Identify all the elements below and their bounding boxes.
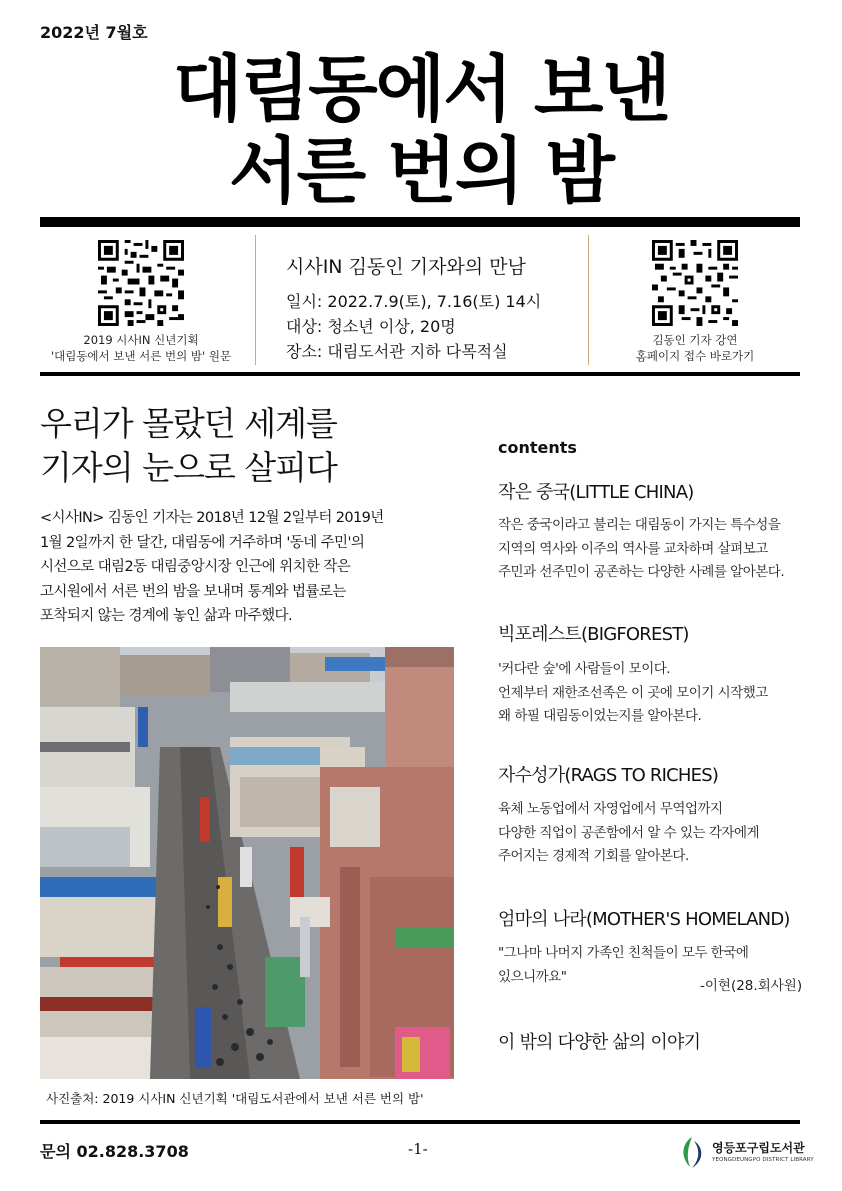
page-number: -1- bbox=[408, 1140, 428, 1158]
left-vertical-divider bbox=[255, 235, 256, 365]
intro-line: 포착되지 않는 경계에 놓인 삶과 마주했다. bbox=[40, 608, 292, 624]
event-title: 시사IN 김동인 기자와의 만남 bbox=[286, 256, 526, 278]
issue-date: 2022년 7월호 bbox=[40, 23, 148, 42]
intro-line: 시선으로 대림2동 대림중앙시장 인근에 위치한 작은 bbox=[40, 559, 351, 575]
library-logo[interactable] bbox=[676, 1133, 814, 1173]
section-body-line: 육체 노동업에서 자영업에서 무역업까지 bbox=[498, 801, 723, 817]
section-body-line: 주민과 선주민이 공존하는 다양한 사례를 알아본다. bbox=[498, 564, 785, 580]
street-photo bbox=[40, 647, 454, 1079]
event-place: 장소: 대림도서관 지하 다목적실 bbox=[286, 342, 508, 361]
quote-line: 있으니까요" bbox=[498, 968, 567, 985]
section-body-rags-to-riches bbox=[498, 798, 828, 869]
quote-author: -이현(28.회사원) bbox=[700, 978, 803, 994]
library-logo-icon bbox=[676, 1135, 708, 1171]
page-title bbox=[0, 48, 842, 212]
section-body-line: 다양한 직업이 공존함에서 알 수 있는 각자에게 bbox=[498, 824, 760, 841]
contact-phone: 문의 02.828.3708 bbox=[40, 1142, 189, 1161]
section-body-line: '커다란 숲'에 사람들이 모이다. bbox=[498, 661, 671, 677]
event-bottom-divider bbox=[40, 372, 800, 376]
section-body-line: 언제부터 재한조선족은 이 곳에 모이기 시작했고 bbox=[498, 684, 768, 701]
qr-left-caption-line2: '대림동에서 보낸 서른 번의 밤' 원문 bbox=[50, 349, 232, 363]
qr-left-caption-line1: 2019 시사IN 신년기획 bbox=[83, 333, 199, 347]
photo-caption: 사진출처: 2019 시사IN 신년기획 '대림도서관에서 보낸 서른 번의 밤' bbox=[46, 1091, 424, 1106]
section-body-line: 지역의 역사와 이주의 역사를 교차하며 살펴보고 bbox=[498, 540, 768, 557]
intro-line: 고시원에서 서른 번의 밤을 보내며 통계와 법률로는 bbox=[40, 583, 346, 600]
footer-divider bbox=[40, 1120, 800, 1124]
headline-line2: 기자의 눈으로 살피다 bbox=[40, 448, 337, 487]
street-photo-illustration bbox=[40, 647, 454, 1079]
section-body-line: 주어지는 경제적 기회를 알아본다. bbox=[498, 848, 689, 864]
intro-line: <시사IN> 김동인 기자는 2018년 12월 2일부터 2019년 bbox=[40, 510, 384, 526]
quote-line: "그나마 나머지 가족인 친척들이 모두 한국에 bbox=[498, 945, 749, 961]
qr-right-caption-line1: 김동인 기자 강연 bbox=[652, 333, 738, 347]
top-divider bbox=[40, 217, 800, 227]
qr-code-lecture-registration[interactable] bbox=[652, 240, 738, 326]
intro-paragraph bbox=[40, 506, 420, 629]
right-vertical-divider bbox=[588, 235, 589, 365]
headline-line1: 우리가 몰랐던 세계를 bbox=[40, 404, 337, 443]
event-audience: 대상: 청소년 이상, 20명 bbox=[286, 317, 456, 336]
qr-code-original-article[interactable] bbox=[98, 240, 184, 326]
contents-label: contents bbox=[498, 438, 577, 457]
article-headline bbox=[40, 402, 337, 490]
contents-closing: 이 밖의 다양한 삶의 이야기 bbox=[498, 1032, 701, 1053]
qr-right-caption bbox=[608, 332, 782, 364]
section-body-line: 작은 중국이라고 불리는 대림동이 가지는 특수성을 bbox=[498, 517, 781, 533]
qr-right-caption-line2: 홈페이지 접수 바로가기 bbox=[635, 349, 755, 363]
title-line-2: 서른 번의 밤 bbox=[229, 129, 613, 213]
qr-left-caption bbox=[46, 332, 236, 364]
event-date: 일시: 2022.7.9(토), 7.16(토) 14시 bbox=[286, 292, 542, 311]
section-title-little-china: 작은 중국(LITTLE CHINA) bbox=[498, 482, 694, 503]
library-name-en: YEONGDEUNGPO DISTRICT LIBRARY bbox=[712, 1157, 814, 1163]
library-name: 영등포구립도서관 bbox=[712, 1141, 805, 1155]
section-title-bigforest: 빅포레스트(BIGFOREST) bbox=[498, 624, 689, 645]
section-body-line: 왜 하필 대림동이었는지를 알아본다. bbox=[498, 708, 702, 724]
title-line-1: 대림동에서 보낸 bbox=[173, 47, 669, 131]
section-title-rags-to-riches: 자수성가(RAGS TO RICHES) bbox=[498, 765, 719, 786]
intro-line: 1월 2일까지 한 달간, 대림동에 거주하며 '동네 주민'의 bbox=[40, 534, 365, 551]
section-title-mothers-homeland: 엄마의 나라(MOTHER'S HOMELAND) bbox=[498, 909, 790, 930]
section-body-bigforest bbox=[498, 658, 828, 729]
section-body-little-china bbox=[498, 514, 828, 585]
